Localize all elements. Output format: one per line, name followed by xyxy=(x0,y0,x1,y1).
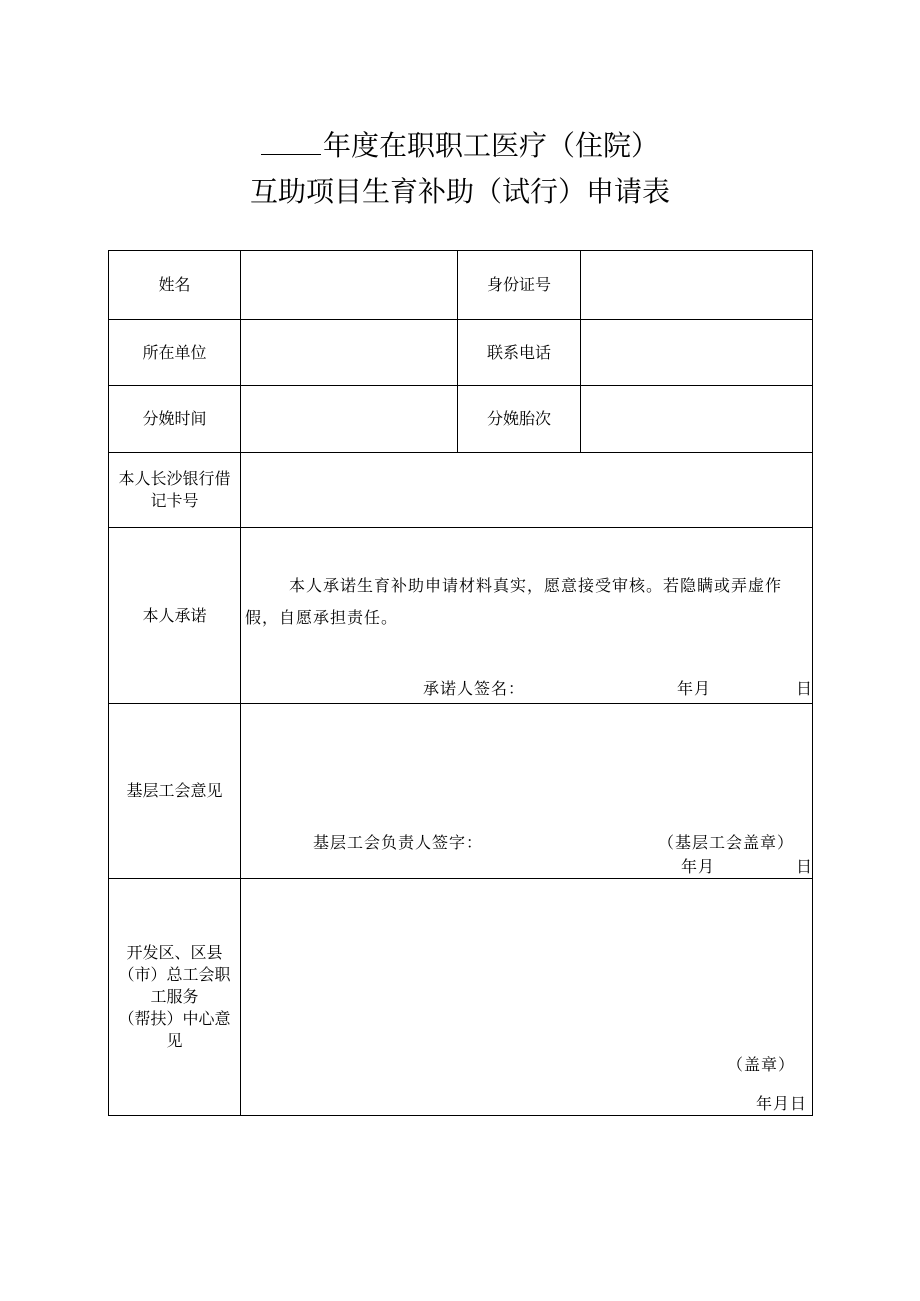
bank-card-label-line-1: 本人长沙银行借 xyxy=(118,469,231,488)
delivery-count-field[interactable] xyxy=(581,386,813,453)
pledge-signer-label: 承诺人签名： xyxy=(423,679,526,698)
row-union-opinion xyxy=(109,704,813,879)
unit-field[interactable] xyxy=(241,320,458,386)
union-year-month: 年月 xyxy=(681,857,716,876)
delivery-time-label: 分娩时间 xyxy=(109,386,241,453)
district-opinion-label xyxy=(109,879,241,1116)
pledge-day: 日 xyxy=(796,679,814,698)
bank-card-label xyxy=(109,453,241,528)
form-title-text-1: 年度在职职工医疗（住院） xyxy=(322,129,659,162)
phone-field[interactable] xyxy=(581,320,813,386)
pledge-text: 本人承诺生育补助申请材料真实，愿意接受审核。若隐瞒或弄虚作假，自愿承担责任。 xyxy=(245,576,783,627)
district-label-line-3: 工服务 xyxy=(150,987,199,1006)
form-title-line-1 xyxy=(0,124,920,164)
id-number-field[interactable] xyxy=(581,251,813,320)
union-signer-label: 基层工会负责人签字： xyxy=(313,833,484,852)
district-label-line-4: （帮扶）中心意 xyxy=(118,1009,231,1028)
name-field[interactable] xyxy=(241,251,458,320)
union-opinion-cell[interactable] xyxy=(241,704,813,879)
row-name xyxy=(109,251,813,320)
union-opinion-label: 基层工会意见 xyxy=(109,704,241,879)
row-unit xyxy=(109,320,813,386)
row-bank-card xyxy=(109,453,813,528)
delivery-count-label: 分娩胎次 xyxy=(458,386,581,453)
pledge-year-month: 年月 xyxy=(677,679,712,698)
pledge-label: 本人承诺 xyxy=(109,528,241,704)
district-stamp-label: （盖章） xyxy=(727,1055,796,1074)
pledge-cell xyxy=(241,528,813,704)
district-opinion-cell[interactable] xyxy=(241,879,813,1116)
year-blank[interactable] xyxy=(261,134,321,155)
bank-card-label-line-2: 记卡号 xyxy=(150,491,199,510)
district-label-line-1: 开发区、区县 xyxy=(126,943,223,962)
bank-card-field[interactable] xyxy=(241,453,813,528)
id-number-label: 身份证号 xyxy=(458,251,581,320)
district-label-line-2: （市）总工会职 xyxy=(118,965,231,984)
phone-label: 联系电话 xyxy=(458,320,581,386)
form-title-line-2: 互助项目生育补助（试行）申请表 xyxy=(249,175,670,208)
row-delivery xyxy=(109,386,813,453)
district-date: 年月日 xyxy=(756,1094,808,1113)
union-stamp-label: （基层工会盖章） xyxy=(658,833,795,852)
row-district-opinion xyxy=(109,879,813,1116)
delivery-time-field[interactable] xyxy=(241,386,458,453)
name-label: 姓名 xyxy=(109,251,241,320)
row-pledge xyxy=(109,528,813,704)
application-form-table xyxy=(108,250,813,1116)
district-label-line-5: 见 xyxy=(166,1031,183,1050)
union-day: 日 xyxy=(796,857,814,876)
unit-label: 所在单位 xyxy=(109,320,241,386)
